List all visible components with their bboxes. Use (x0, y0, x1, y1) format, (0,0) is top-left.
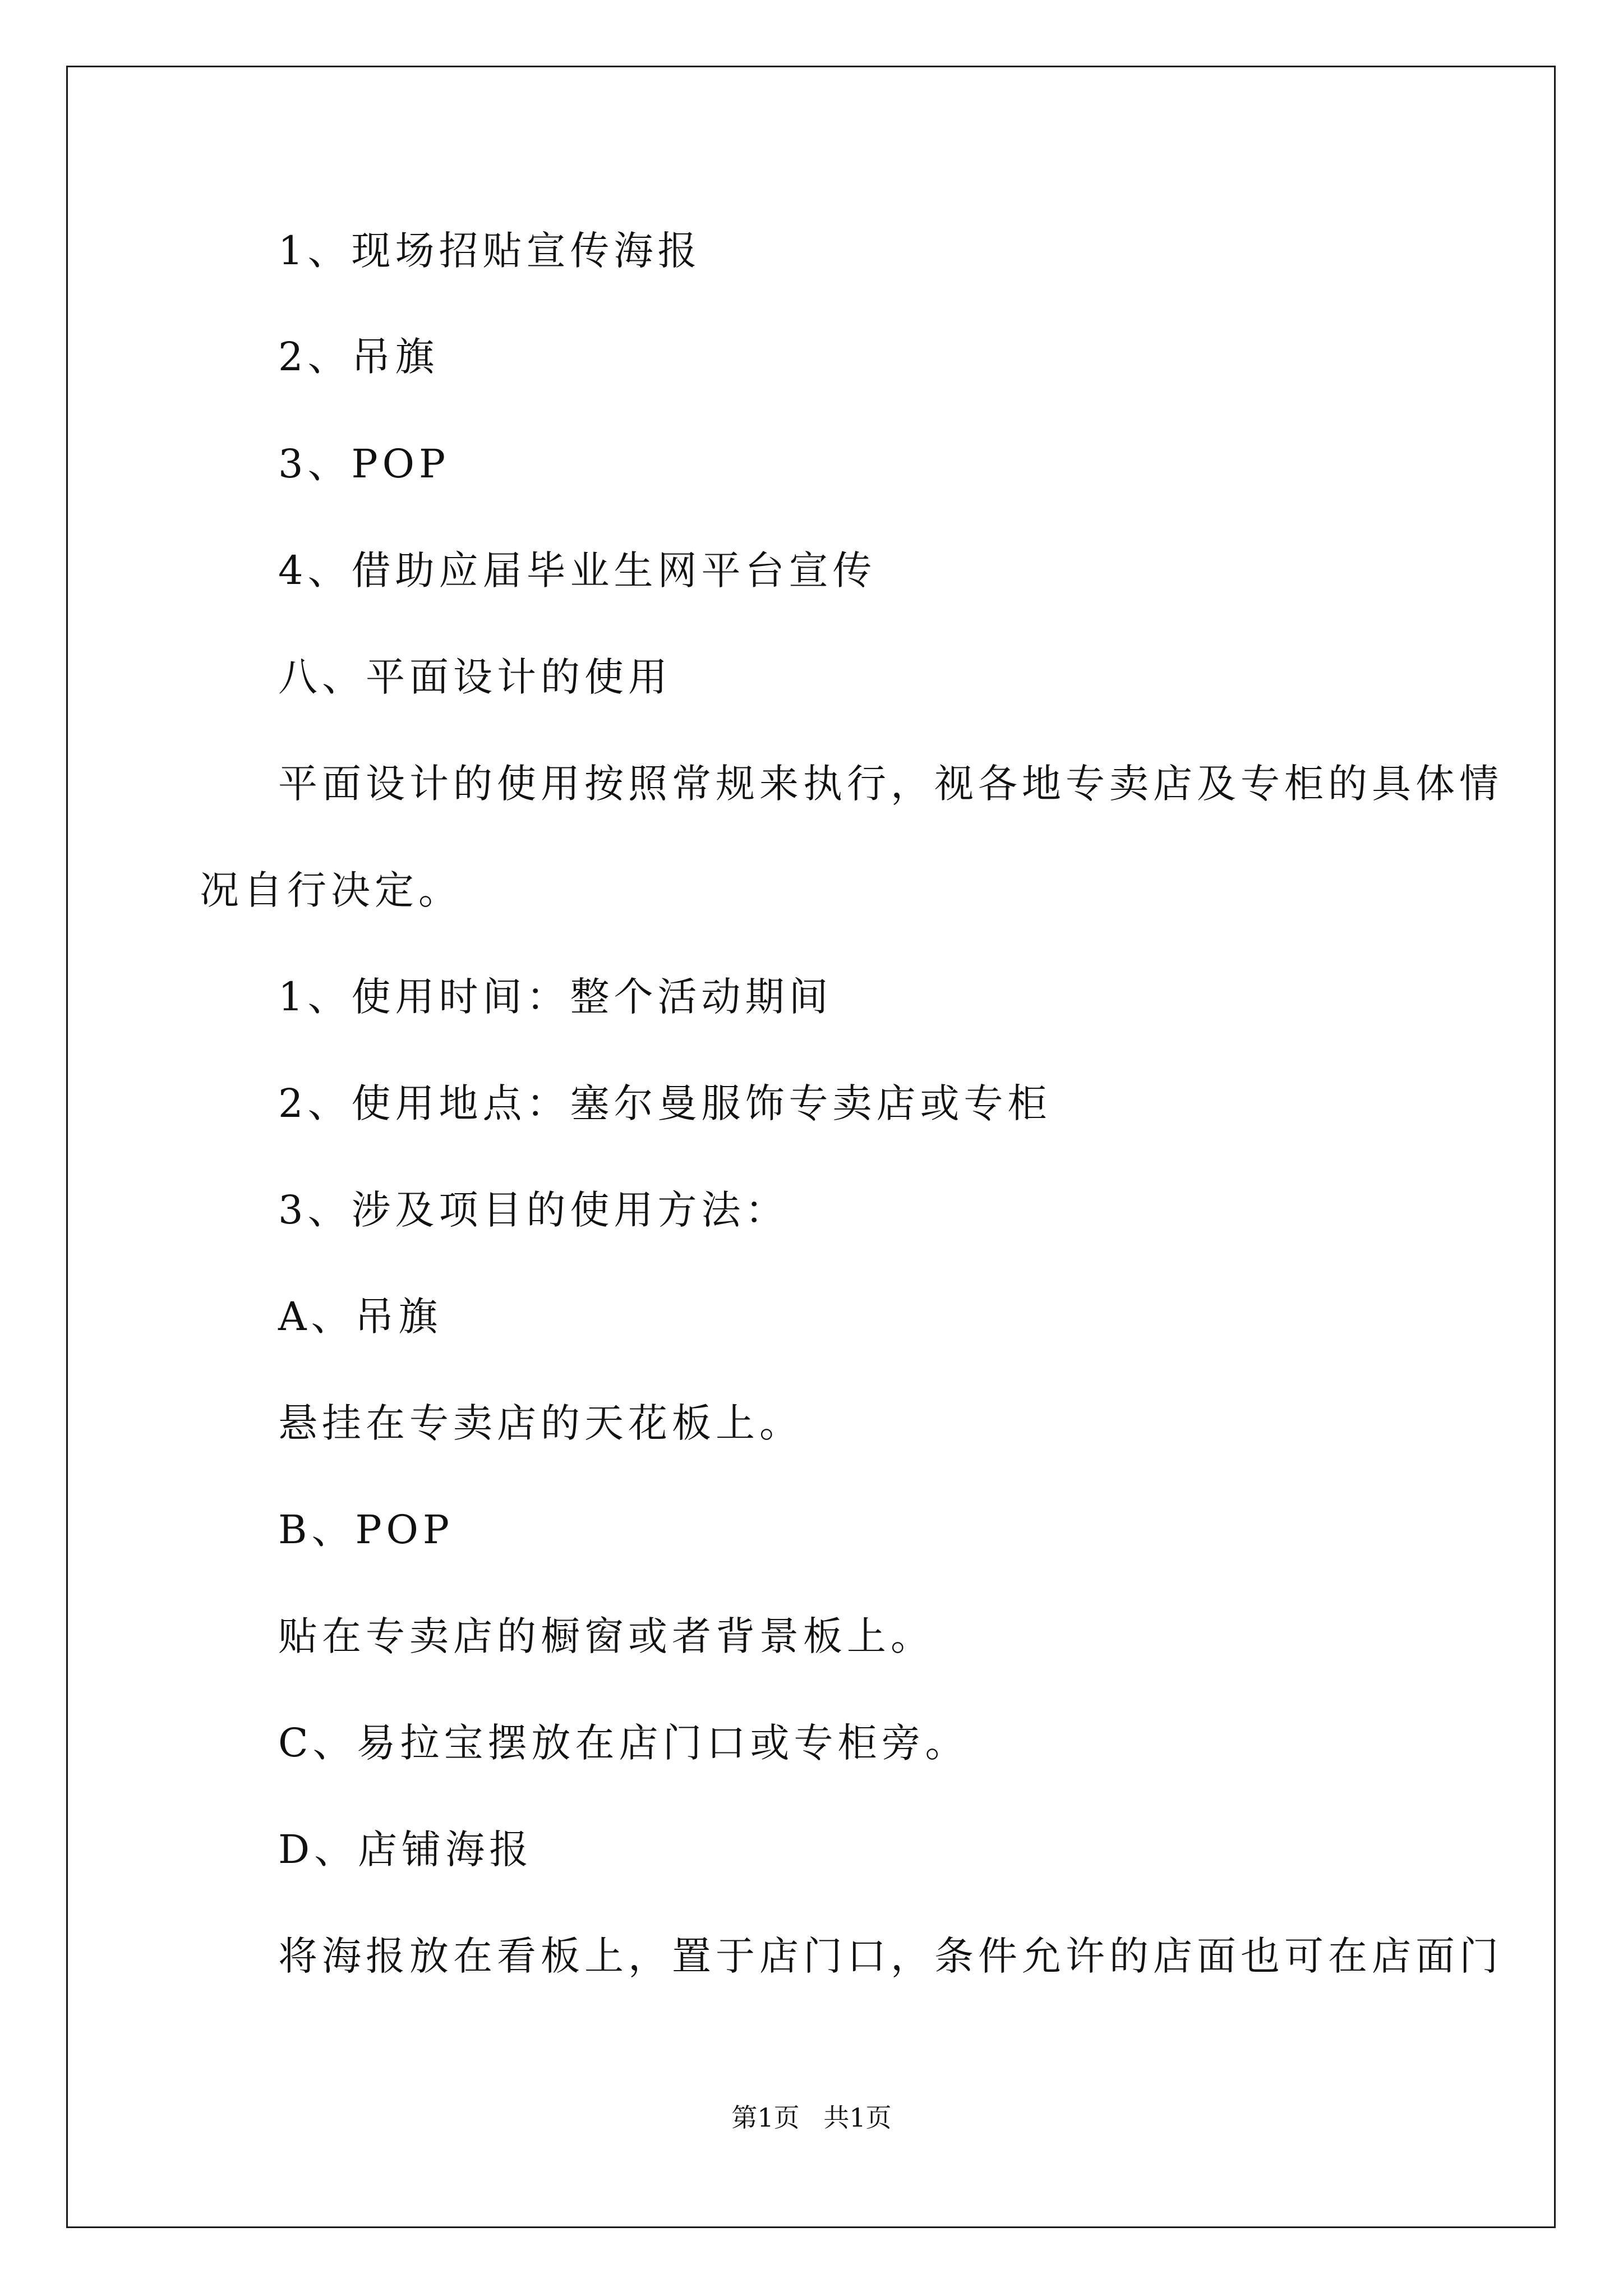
page-footer (0, 2102, 1623, 2133)
sub-item: B、POP (278, 1507, 454, 1553)
section-heading: 八、平面设计的使用 (278, 654, 672, 700)
current-page-label: 第1页 (731, 2102, 800, 2133)
list-item: 3、POP (278, 441, 450, 487)
paragraph-line: 悬挂在专卖店的天花板上。 (278, 1400, 803, 1446)
list-item: 3、涉及项目的使用方法： (278, 1187, 789, 1233)
sub-item: A、吊旗 (278, 1294, 442, 1340)
paragraph-line: 贴在专卖店的橱窗或者背景板上。 (278, 1613, 934, 1659)
list-item: 4、借助应届毕业生网平台宣传 (278, 547, 877, 593)
list-item: 2、使用地点：塞尔曼服饰专卖店或专柜 (278, 1080, 1052, 1126)
list-item: 1、现场招贴宣传海报 (278, 228, 702, 274)
paragraph-line: 将海报放在看板上，置于店门口，条件允许的店面也可在店面门 (278, 1933, 1503, 1979)
sub-item: D、店铺海报 (278, 1826, 533, 1872)
paragraph-line: 平面设计的使用按照常规来执行，视各地专卖店及专柜的具体情 (278, 761, 1503, 807)
paragraph-line: 况自行决定。 (200, 867, 462, 913)
total-pages-label: 共1页 (823, 2102, 892, 2133)
list-item: 2、吊旗 (278, 334, 439, 380)
list-item: 1、使用时间：整个活动期间 (278, 974, 833, 1020)
page-border (66, 66, 1556, 2228)
sub-item: C、易拉宝摆放在店门口或专柜旁。 (278, 1720, 969, 1766)
